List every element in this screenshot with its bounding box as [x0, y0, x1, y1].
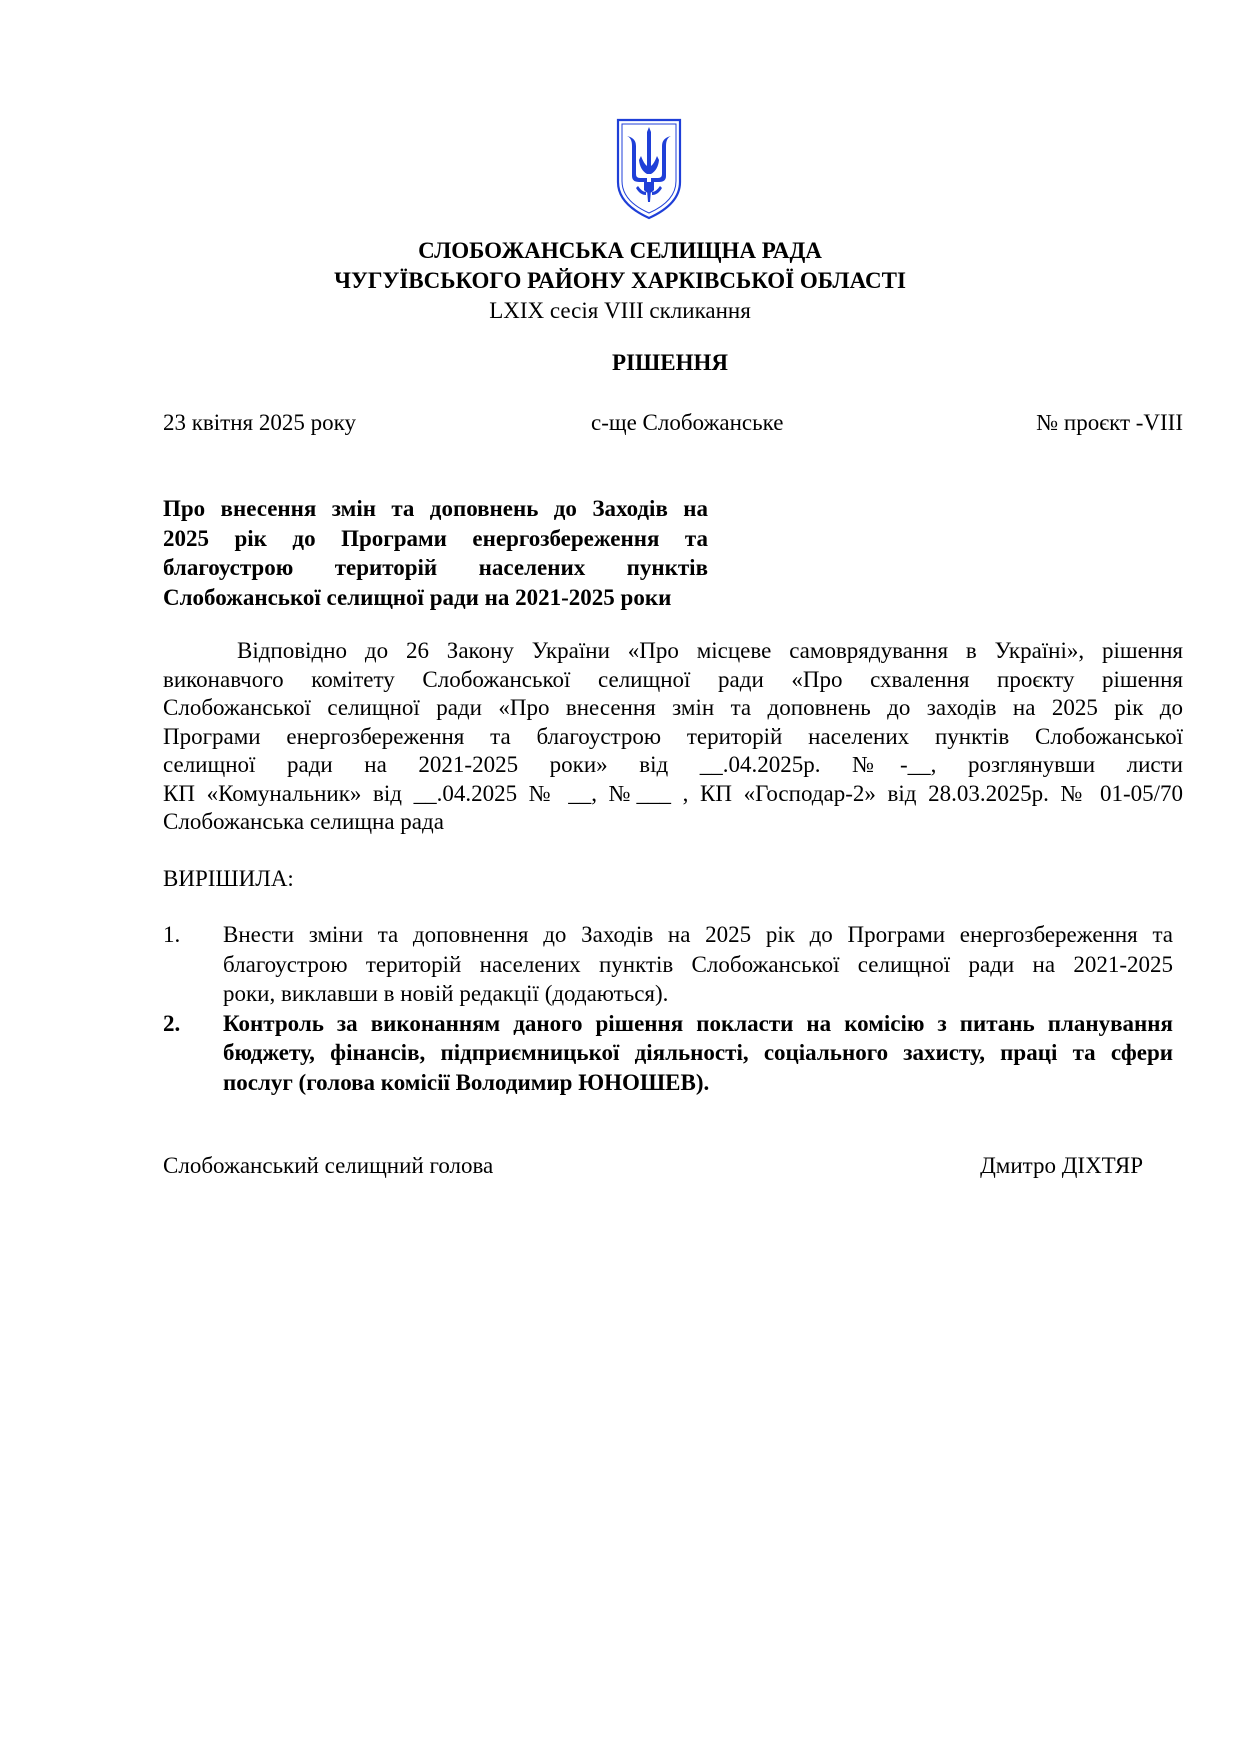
preamble-line: Слобожанська селищна рада — [163, 809, 444, 834]
document-title: РІШЕННЯ — [612, 350, 728, 375]
item-line: Внести зміни та доповнення до Заходів на 2025 рік до Програми енергозбереження та — [223, 922, 1173, 947]
item-line: Контроль за виконанням даного рішення покласти на комісію з питань планування — [223, 1010, 1173, 1036]
signature-block — [163, 1153, 1143, 1185]
preamble-line: Програми енергозбереження та благоустрою територій населених пунктів Слобожанської — [163, 723, 1183, 749]
item-line: бюджету, фінансів, підприємницької діяльності, соціального захисту, праці та сфери — [223, 1040, 1173, 1065]
document-date: 23 квітня 2025 року — [163, 410, 356, 435]
decision-items — [163, 920, 1173, 1097]
item-number: 1. — [163, 922, 181, 947]
decision-item — [163, 920, 1173, 1009]
resolved-label: ВИРІШИЛА: — [163, 866, 294, 891]
council-name: СЛОБОЖАНСЬКА СЕЛИЩНА РАДА — [418, 238, 822, 263]
preamble-line: селищної ради на 2021-2025 роки» від __.04.2025р. №-__, розглянувши листи — [163, 752, 1183, 777]
document-place: с-ще Слобожанське — [591, 410, 784, 435]
document-number: № проєкт -VIII — [1036, 410, 1183, 435]
decision-item — [163, 1009, 1173, 1098]
preamble-line: КП «Комунальник» від __.04.2025 № __, №___ , КП «Господар-2» від 28.03.2025р. № 01-05/70 — [163, 780, 1183, 806]
ukraine-trident-icon — [614, 116, 684, 222]
item-line: послуг (голова комісії Володимир ЮНОШЕВ). — [223, 1069, 710, 1095]
signatory-position: Слобожанський селищний голова — [163, 1153, 494, 1178]
coat-of-arms — [614, 116, 684, 222]
session-line: LXIX сесія VIII скликання — [489, 298, 751, 323]
item-line: благоустрою територій населених пунктів Слобожанської селищної ради на 2021-2025 — [223, 951, 1173, 977]
document-meta — [163, 410, 1183, 442]
preamble-line: виконавчого комітету Слобожанської селищної ради «Про схвалення проєкту рішення — [163, 666, 1183, 692]
preamble-line: Слобожанської селищної ради «Про внесення змін та доповнень до заходів на 2025 рік до — [163, 695, 1183, 720]
subject-line: Слобожанської селищної ради на 2021-2025 роки — [163, 584, 672, 610]
subject-line: Про внесення змін та доповнень до Заходів на — [163, 496, 708, 521]
decision-subject — [163, 494, 708, 612]
preamble-paragraph — [163, 637, 1183, 837]
signatory-name: Дмитро ДІХТЯР — [980, 1153, 1143, 1178]
preamble-line: Відповідно до 26 Закону України «Про місцеве самоврядування в Україні», рішення — [237, 638, 1183, 663]
subject-line: 2025 рік до Програми енергозбереження та — [163, 525, 708, 551]
council-header — [0, 236, 1240, 326]
district-name: ЧУГУЇВСЬКОГО РАЙОНУ ХАРКІВСЬКОЇ ОБЛАСТІ — [334, 268, 906, 293]
item-number: 2. — [163, 1010, 181, 1036]
subject-line: благоустрою територій населених пунктів — [163, 555, 708, 580]
item-line: роки, виклавши в новій редакції (додаються). — [223, 981, 669, 1006]
